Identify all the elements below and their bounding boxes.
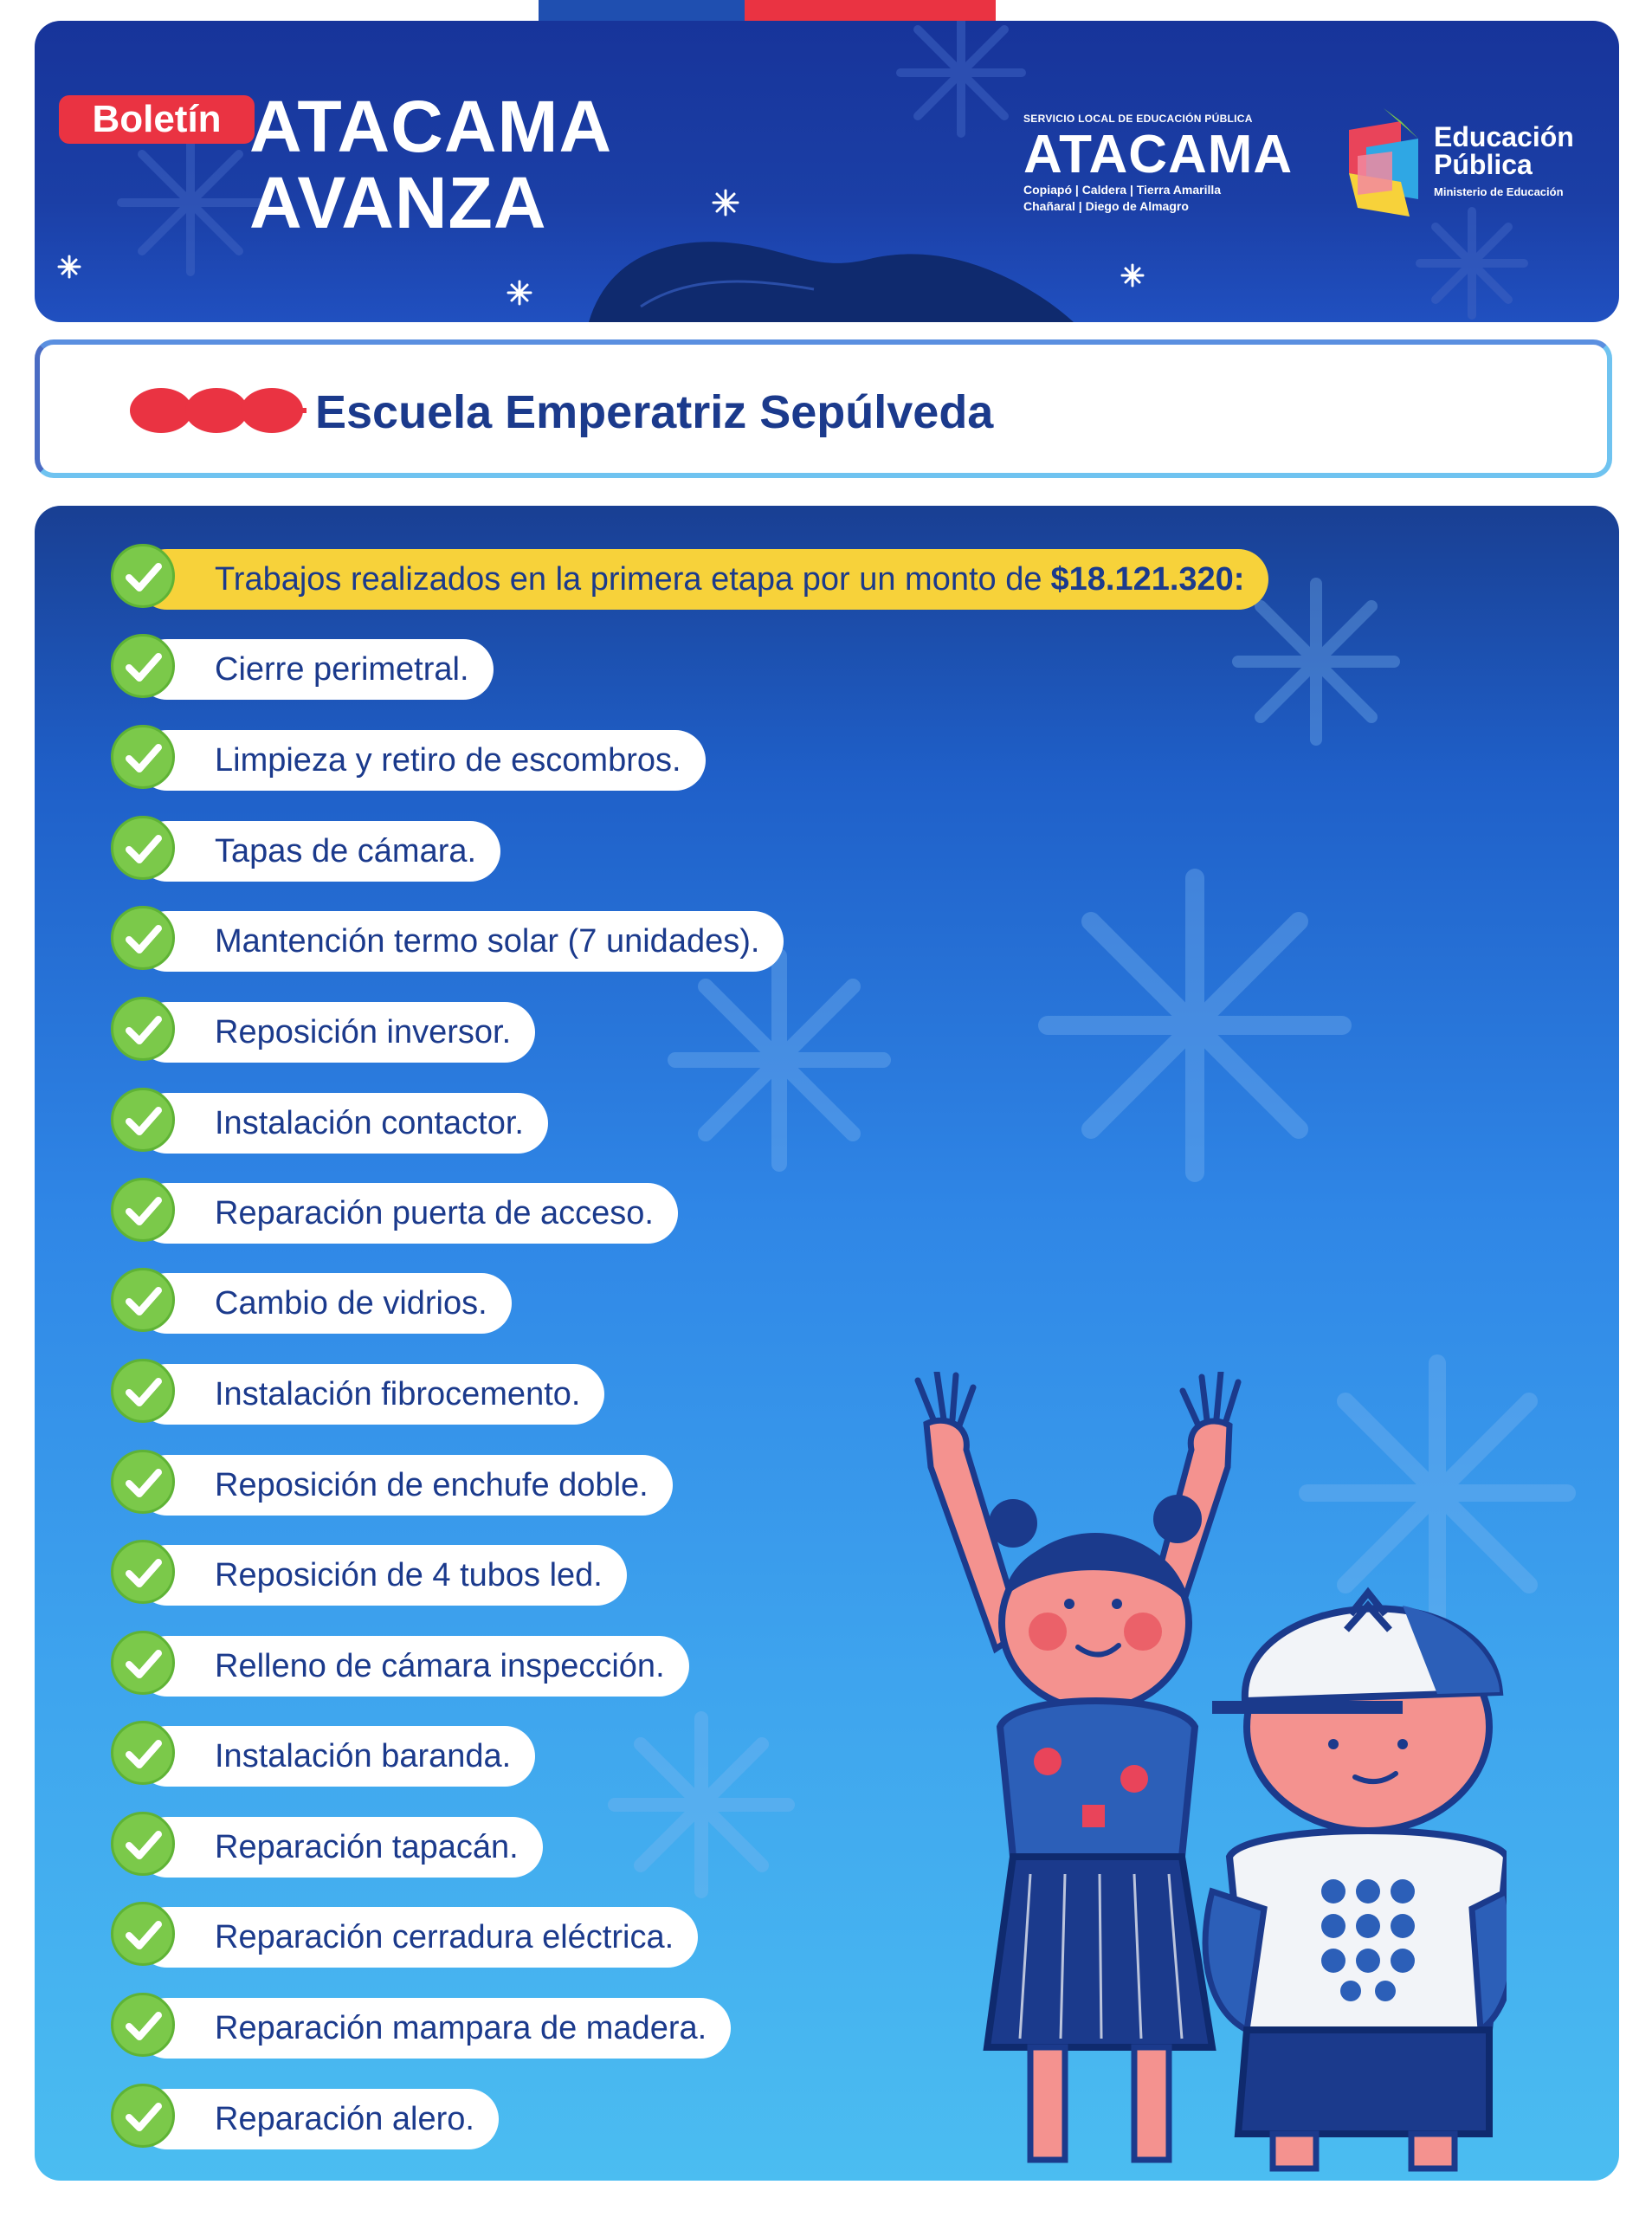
slep-logo-communes-2: Chañaral | Diego de Almagro (1023, 199, 1189, 213)
check-circle-icon (111, 1993, 175, 2057)
edu-logo-subtitle: Ministerio de Educación (1434, 185, 1564, 198)
check-circle-icon (111, 816, 175, 880)
list-item-pill (137, 1455, 673, 1516)
list-item-text: Reparación cerradura eléctrica. (215, 1918, 674, 1955)
list-item-pill (137, 911, 784, 972)
check-circle-icon (111, 1540, 175, 1604)
school-name-bar (35, 339, 1612, 478)
works-panel (35, 506, 1619, 2181)
boletin-badge: Boletín (59, 95, 255, 144)
header-banner (35, 21, 1619, 322)
check-circle-icon (111, 1178, 175, 1242)
check-circle-icon (111, 2084, 175, 2148)
three-dots-icon (126, 379, 308, 442)
check-circle-icon (111, 1359, 175, 1423)
edu-logo-line1: Educación (1434, 121, 1574, 152)
educacion-publica-mark-icon (1340, 104, 1427, 225)
intro-amount: $18.121.320: (1050, 560, 1245, 598)
boy-figure (1205, 1593, 1507, 2169)
list-item-text: Reparación tapacán. (215, 1828, 519, 1865)
list-item-text: Cierre perimetral. (215, 650, 469, 688)
flag-stripe-red (745, 0, 996, 21)
flag-stripe-blue (539, 0, 745, 21)
list-item-text: Cambio de vidrios. (215, 1284, 487, 1322)
list-item-text: Instalación fibrocemento. (215, 1375, 581, 1412)
list-item-pill (137, 730, 706, 791)
check-circle-icon (111, 1721, 175, 1785)
school-name: Escuela Emperatriz Sepúlveda (315, 386, 994, 438)
check-circle-icon (111, 544, 175, 608)
list-item-pill (137, 1273, 512, 1334)
list-item-text: Mantención termo solar (7 unidades). (215, 922, 760, 960)
kids-illustration (883, 1372, 1507, 2181)
girl-figure (918, 1372, 1238, 2160)
list-item-pill (137, 2089, 499, 2149)
list-item-pill (137, 1998, 731, 2059)
educacion-publica-logo (1340, 104, 1600, 234)
list-item-pill (137, 1545, 627, 1606)
list-item-text: Tapas de cámara. (215, 832, 477, 869)
list-item-pill (137, 1093, 548, 1154)
check-circle-icon (111, 906, 175, 970)
check-circle-icon (111, 634, 175, 698)
slep-atacama-logo (1023, 113, 1335, 215)
list-item-pill (137, 1636, 689, 1697)
list-item-text: Instalación contactor. (215, 1104, 524, 1141)
slep-logo-small-text: SERVICIO LOCAL DE EDUCACIÓN PÚBLICA (1023, 113, 1253, 125)
intro-text: Trabajos realizados en la primera etapa por un monto de (215, 560, 1042, 598)
slep-logo-name: ATACAMA (1023, 125, 1294, 184)
intro-pill (137, 549, 1268, 610)
list-item-text: Reposición de 4 tubos led. (215, 1556, 603, 1593)
list-item-pill (137, 639, 494, 700)
check-circle-icon (111, 1088, 175, 1152)
check-circle-icon (111, 1450, 175, 1514)
check-circle-icon (111, 725, 175, 789)
check-circle-icon (111, 1902, 175, 1966)
page-title-line2: AVANZA (249, 162, 547, 243)
check-circle-icon (111, 997, 175, 1061)
list-item-text: Reparación puerta de acceso. (215, 1194, 654, 1231)
edu-logo-line2: Pública (1434, 149, 1533, 180)
page-title-line1: ATACAMA (249, 86, 613, 167)
list-item-text: Limpieza y retiro de escombros. (215, 741, 681, 779)
list-item-text: Relleno de cámara inspección. (215, 1647, 665, 1684)
list-item-pill (137, 1364, 604, 1425)
slep-logo-communes-1: Copiapó | Caldera | Tierra Amarilla (1023, 183, 1222, 197)
check-circle-icon (111, 1812, 175, 1876)
list-item-pill (137, 1907, 698, 1968)
list-item-pill (137, 1817, 543, 1878)
check-circle-icon (111, 1268, 175, 1332)
list-item-text: Reparación alero. (215, 2100, 474, 2137)
list-item-pill (137, 1726, 535, 1787)
list-item-text: Reposición inversor. (215, 1013, 512, 1050)
list-item-text: Reposición de enchufe doble. (215, 1466, 649, 1503)
list-item-pill (137, 1183, 678, 1244)
page-title (249, 88, 612, 241)
list-item-pill (137, 1002, 535, 1063)
list-item-text: Instalación baranda. (215, 1737, 512, 1774)
list-item-pill (137, 821, 500, 882)
list-item-text: Reparación mampara de madera. (215, 2009, 707, 2046)
check-circle-icon (111, 1631, 175, 1695)
